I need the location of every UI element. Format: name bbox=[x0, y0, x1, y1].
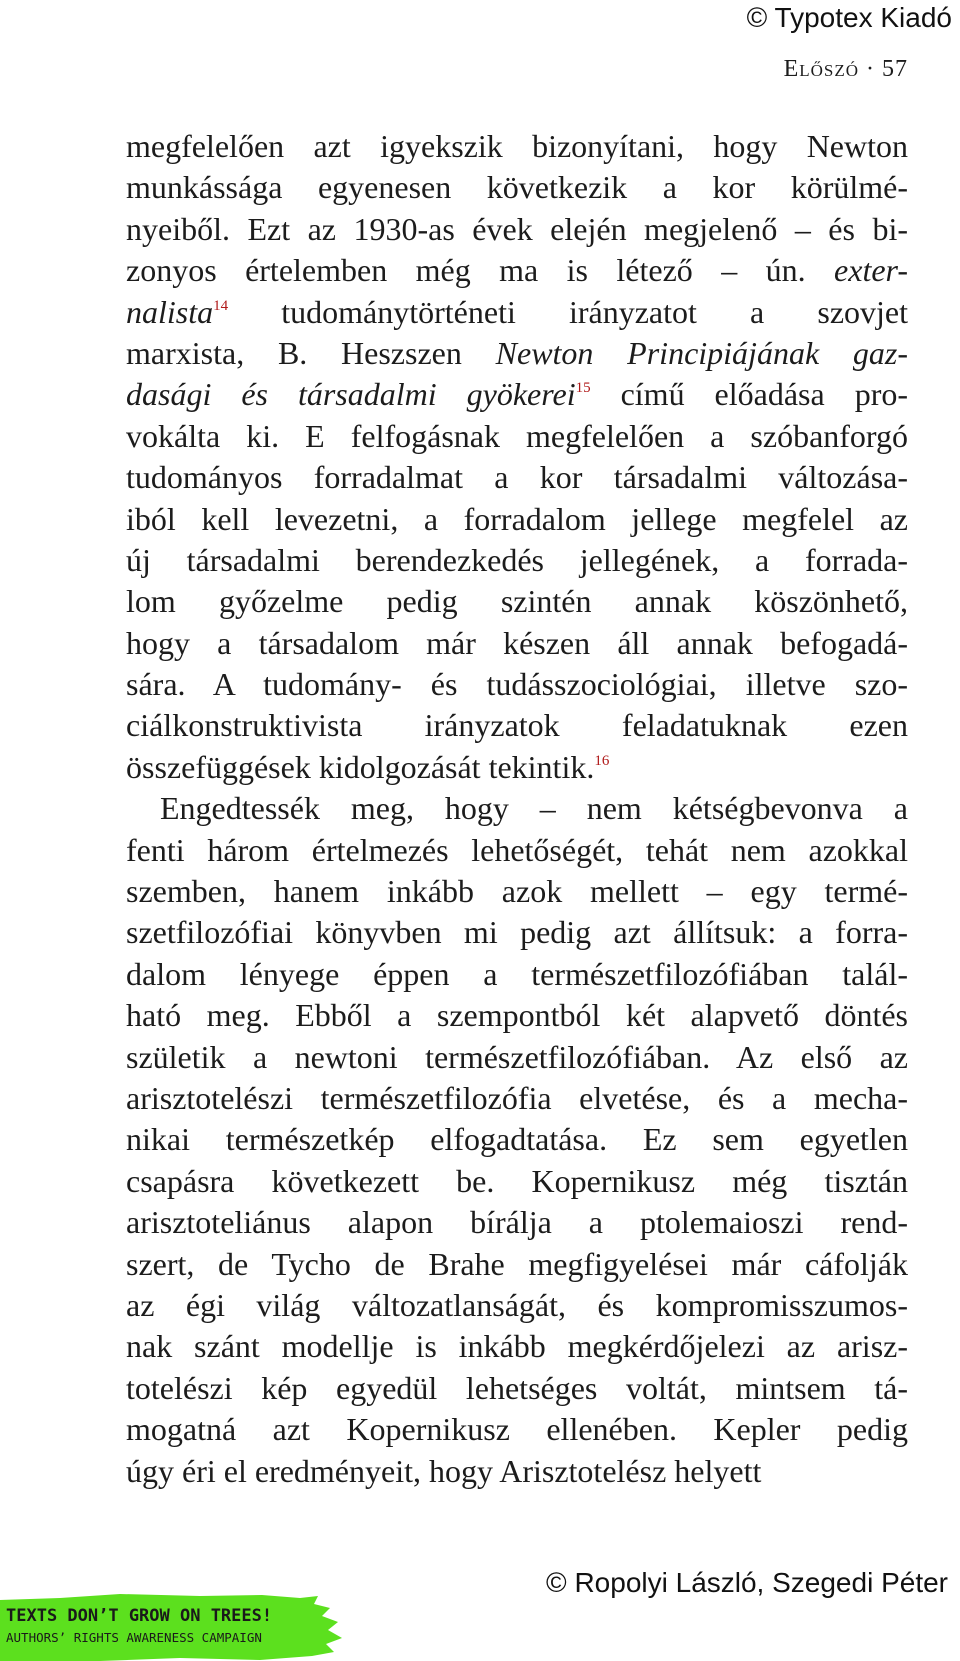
text-run: szetfilozófiai könyvben mi pedig azt állítsuk: a forra- bbox=[126, 914, 908, 951]
footnote-marker: 15 bbox=[575, 380, 591, 397]
text-run: nikai természetkép elfogadtatása. Ez sem egyetlen bbox=[126, 1121, 908, 1158]
text-run: munkássága egyenesen következik a kor körülmé- bbox=[126, 169, 908, 206]
text-run: iból kell levezetni, a forradalom jellege megfelel az bbox=[126, 500, 908, 537]
text-line bbox=[126, 747, 908, 788]
italic-text: nalista bbox=[126, 293, 214, 330]
text-line bbox=[126, 1368, 908, 1409]
text-run: vokálta ki. E felfogásnak megfelelően a szóbanforgó bbox=[126, 417, 908, 454]
text-line bbox=[126, 1244, 908, 1285]
text-line bbox=[126, 1326, 908, 1367]
text-run: totelészi kép egyedül lehetséges voltát, mintsem tá- bbox=[126, 1369, 908, 1406]
text-line bbox=[126, 209, 908, 250]
text-line bbox=[126, 1161, 908, 1202]
text-run: szemben, hanem inkább azok mellett – egy termé- bbox=[126, 873, 908, 910]
italic-text: exter- bbox=[834, 252, 908, 289]
text-run: arisztotelészi természetfilozófia elvetése, és a mecha- bbox=[126, 1079, 908, 1116]
text-run: Engedtessék meg, hogy – nem kétségbevonva a bbox=[160, 790, 908, 827]
text-line bbox=[126, 374, 908, 415]
text-line bbox=[126, 292, 908, 333]
text-line bbox=[126, 167, 908, 208]
text-line bbox=[126, 623, 908, 664]
text-line bbox=[126, 1409, 908, 1450]
text-line bbox=[126, 457, 908, 498]
text-line bbox=[126, 788, 908, 829]
italic-text: dasági és társadalmi gyökerei bbox=[126, 376, 576, 413]
text-run: lom győzelme pedig szintén annak köszönhető, bbox=[126, 583, 908, 620]
text-line bbox=[126, 333, 908, 374]
text-run: marxista, B. Heszszen bbox=[126, 334, 496, 371]
text-run: csapásra következett be. Kopernikusz még tisztán bbox=[126, 1162, 908, 1199]
text-line bbox=[126, 1285, 908, 1326]
text-run: megfelelően azt igyekszik bizonyítani, hogy Newton bbox=[126, 128, 908, 164]
text-line bbox=[126, 1078, 908, 1119]
campaign-title: TEXTS DON’T GROW ON TREES! bbox=[6, 1606, 273, 1626]
text-line bbox=[126, 705, 908, 746]
text-run: születik a newtoni természetfilozófiában. Az első az bbox=[126, 1038, 908, 1075]
text-run: tudománytörténeti irányzatot a szovjet bbox=[228, 293, 908, 330]
text-line bbox=[126, 126, 908, 167]
footnote-marker: 16 bbox=[594, 752, 610, 769]
text-run: úgy éri el eredményeit, hogy Arisztotelész helyett bbox=[126, 1452, 762, 1489]
text-run: az égi világ változatlanságát, és kompromisszumos- bbox=[126, 1286, 908, 1323]
text-run: új társadalmi berendezkedés jellegének, a forrada- bbox=[126, 541, 908, 578]
green-brush-stroke-icon bbox=[0, 1592, 346, 1661]
text-line bbox=[126, 250, 908, 291]
campaign-stamp bbox=[0, 1592, 346, 1661]
text-line bbox=[126, 1037, 908, 1078]
authors-copyright: © Ropolyi László, Szegedi Péter bbox=[546, 1567, 948, 1598]
text-line bbox=[126, 499, 908, 540]
text-run: ható meg. Ebből a szempontból két alapvető döntés bbox=[126, 997, 908, 1034]
text-line bbox=[126, 540, 908, 581]
footnote-marker: 14 bbox=[213, 297, 229, 314]
publisher-copyright: © Typotex Kiadó bbox=[746, 2, 952, 33]
text-line bbox=[126, 664, 908, 705]
text-run: fenti három értelmezés lehetőségét, tehát nem azokkal bbox=[126, 831, 908, 868]
text-line bbox=[126, 995, 908, 1036]
text-run: című előadása pro- bbox=[590, 376, 909, 413]
text-line bbox=[126, 871, 908, 912]
text-run: összefüggések kidolgozását tekintik. bbox=[126, 748, 595, 785]
text-run: sára. A tudomány- és tudásszociológiai, illetve szo- bbox=[126, 666, 908, 703]
text-run: hogy a társadalom már készen áll annak befogadá- bbox=[126, 624, 908, 661]
text-line bbox=[126, 416, 908, 457]
body-text bbox=[126, 126, 908, 1492]
text-run: dalom lényege éppen a természetfilozófiában talál- bbox=[126, 955, 908, 992]
text-run: szert, de Tycho de Brahe megfigyelései már cáfolják bbox=[126, 1245, 908, 1282]
text-run: mogatná azt Kopernikusz ellenében. Kepler pedig bbox=[126, 1411, 908, 1448]
text-run: ciálkonstruktivista irányzatok feladatuknak ezen bbox=[126, 707, 908, 744]
text-line bbox=[126, 1202, 908, 1243]
text-run: nak szánt modellje is inkább megkérdőjelezi az arisz- bbox=[126, 1328, 908, 1365]
running-head: Előszó · 57 bbox=[783, 56, 908, 82]
text-line bbox=[126, 1119, 908, 1160]
text-run: nyeiből. Ezt az 1930-as évek elején megjelenő – és bi- bbox=[126, 210, 908, 247]
text-line bbox=[126, 1451, 908, 1492]
text-run: zonyos értelemben még ma is létező – ún. bbox=[126, 252, 835, 289]
text-run: tudományos forradalmat a kor társadalmi változása- bbox=[126, 459, 908, 496]
italic-text: Newton Principiájának gaz- bbox=[495, 334, 909, 371]
text-line bbox=[126, 581, 908, 622]
text-line bbox=[126, 954, 908, 995]
campaign-subtitle: AUTHORS’ RIGHTS AWARENESS CAMPAIGN bbox=[6, 1630, 262, 1645]
text-run: arisztoteliánus alapon bírálja a ptolemaioszi rend- bbox=[126, 1204, 908, 1241]
text-line bbox=[126, 830, 908, 871]
text-line bbox=[126, 912, 908, 953]
